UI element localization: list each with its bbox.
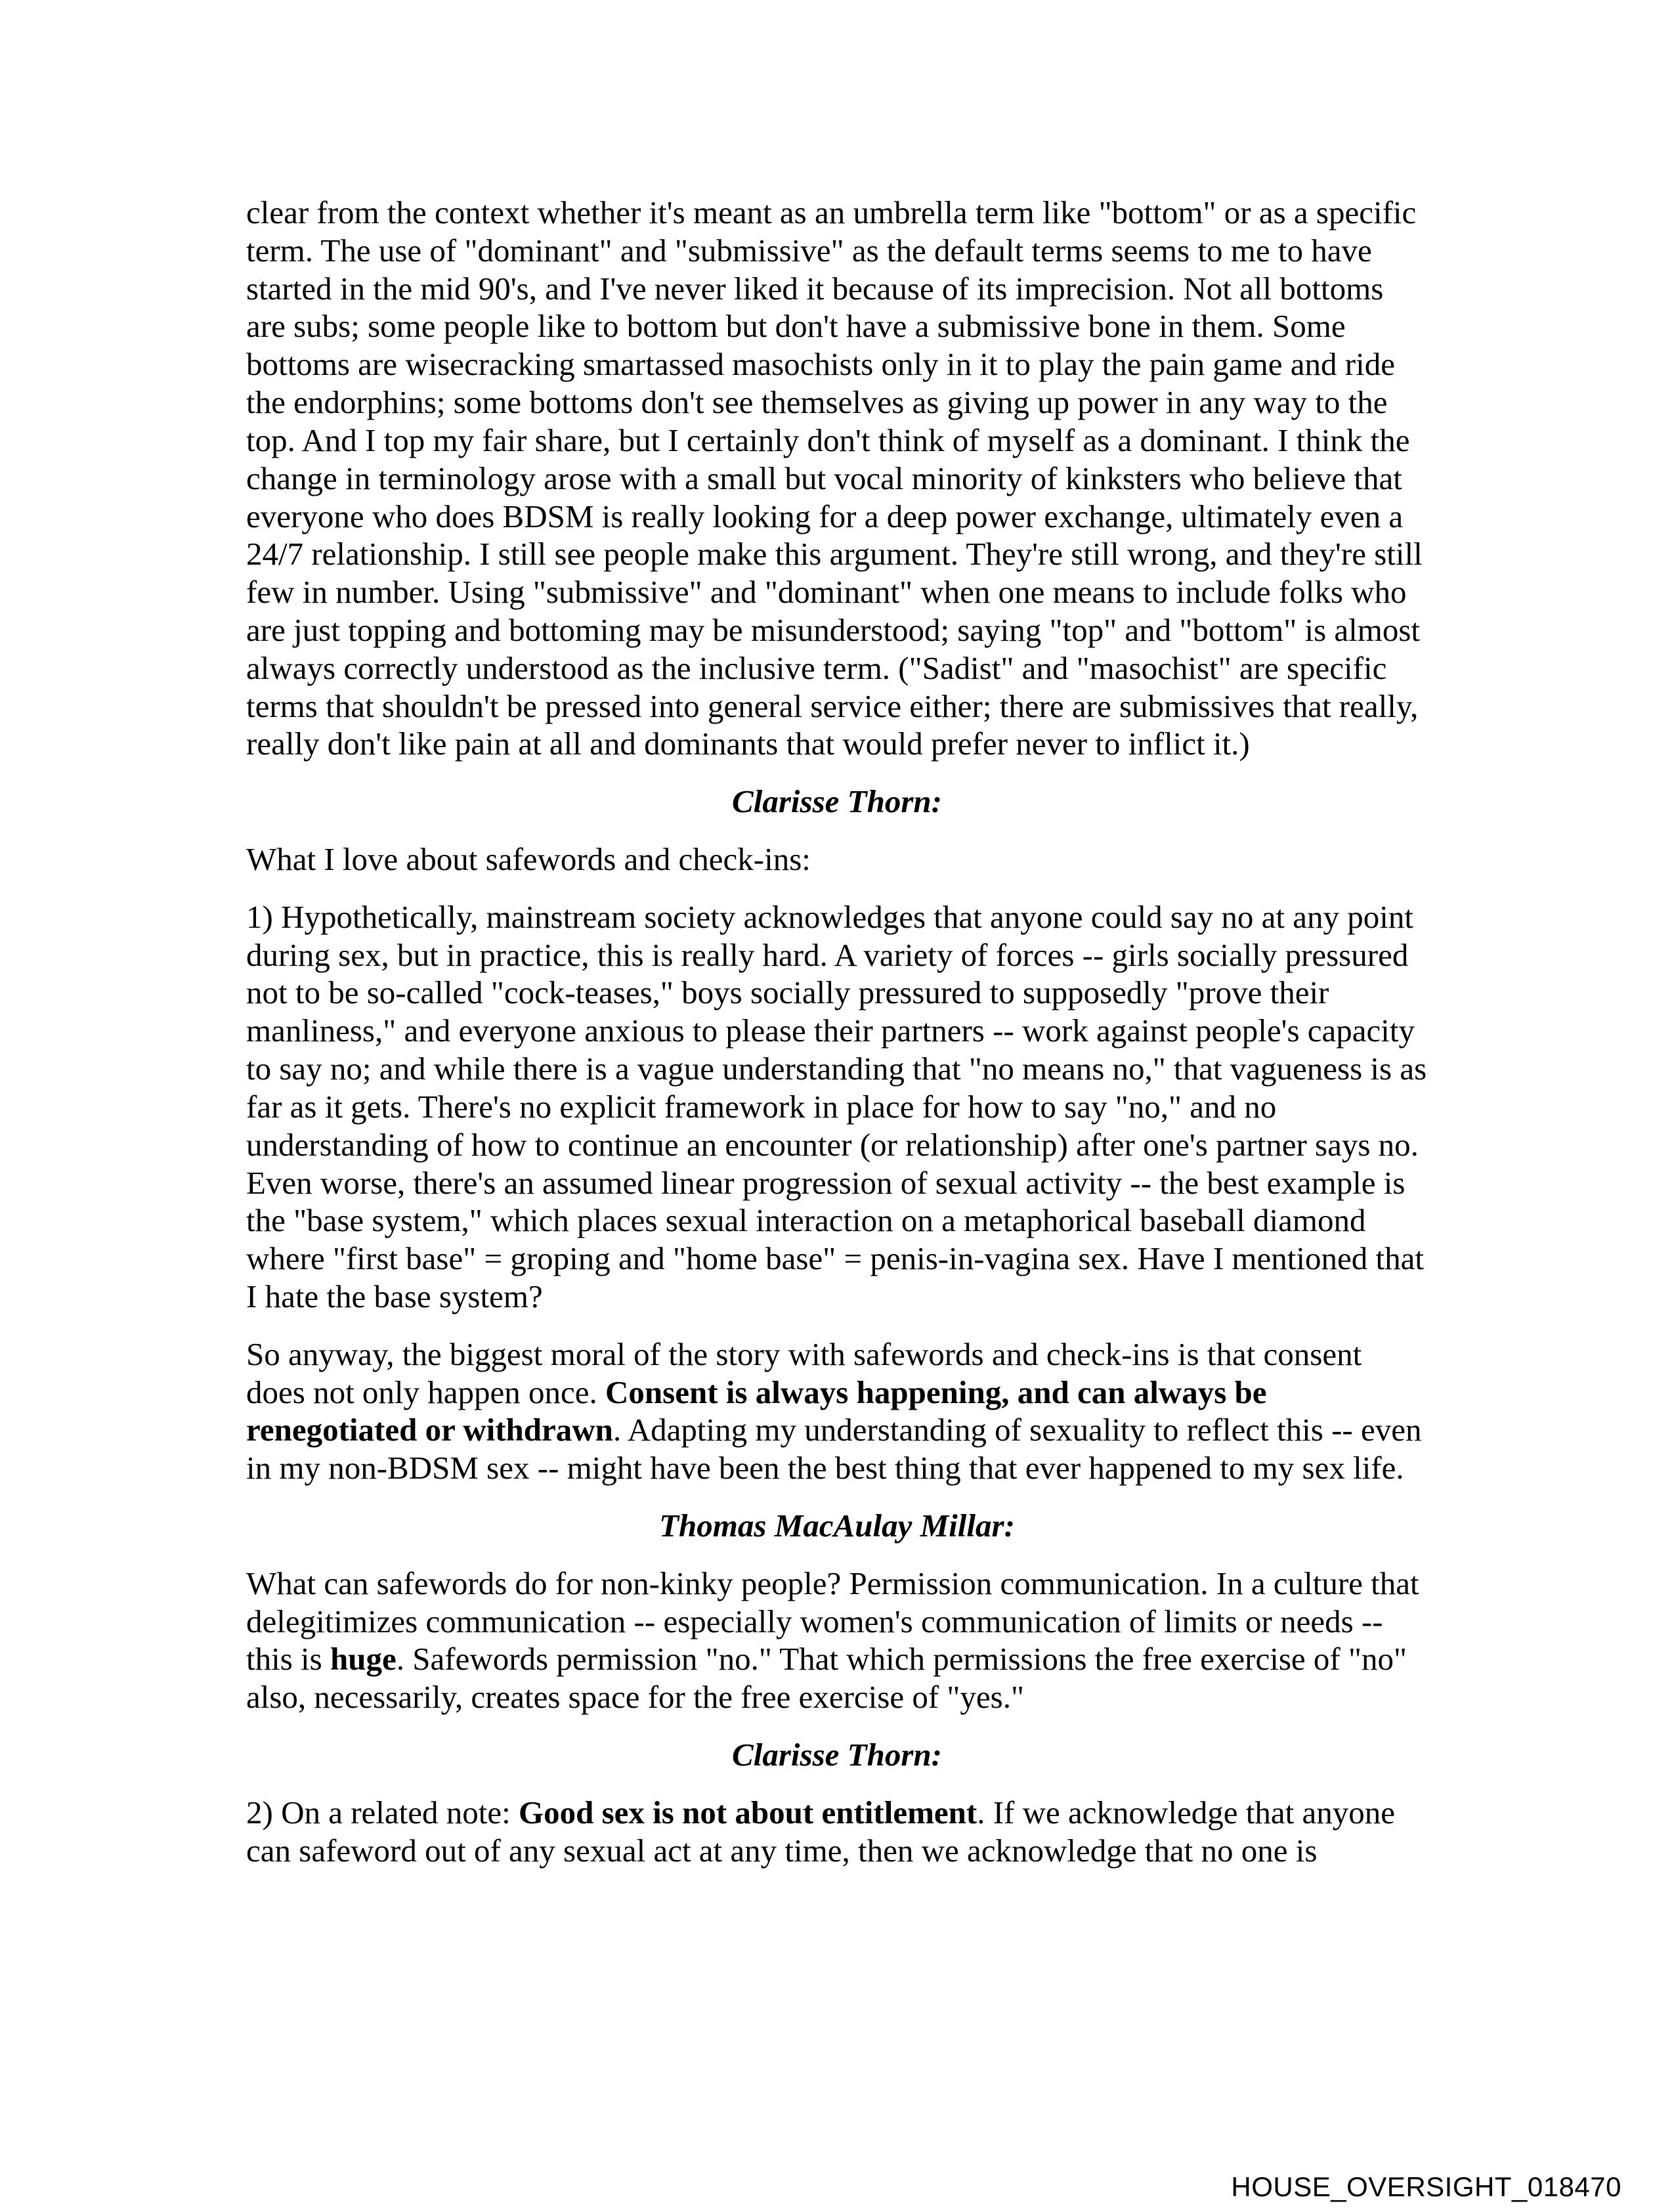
document-body [246,194,1428,1890]
paragraph-hypothetically: 1) Hypothetically, mainstream society acknowledges that anyone could say no at any point during sex, but in practice, this is really hard. A variety of forces -- girls socially pressured not to be so-called "cock-teases," boys socially pressured to supposedly "prove their manliness," and everyone anxious to please their partners -- work against people's capacity to say no; and while there is a vague understanding that "no means no," that vagueness is as far as it gets. There's no explicit framework in place for how to say "no," and no understanding of how to continue an encounter (or relationship) after one's partner says no. Even worse, there's an assumed linear progression of sexual activity -- the best example is the "base system," which places sexual interaction on a metaphorical baseball diamond where "first base" = groping and "home base" = penis-in-vagina sex. Have I mentioned that I hate the base system? [246,898,1427,1314]
paragraph-consent-moral [246,1335,1428,1487]
paragraph-love-intro: What I love about safewords and check-ins: [246,841,811,877]
paragraph-entitlement [246,1794,1428,1870]
text-segment: 2) On a related note: [246,1794,519,1831]
text-segment-bold: huge [330,1641,397,1678]
bates-number: HOUSE_OVERSIGHT_018470 [1231,2171,1621,2202]
speaker-heading-clarisse-thorn-1: Clarisse Thorn: [732,783,942,820]
text-segment: . Safewords permission "no." That which permissions the free exercise of "no" also, necessarily, creates space for the free exercise of "yes." [246,1641,1407,1716]
text-segment-bold: Good sex is not about entitlement [518,1794,977,1831]
speaker-heading-clarisse-thorn-2: Clarisse Thorn: [732,1737,942,1773]
text-segment-bold: Consent is always happening, and can always be renegotiated or withdrawn [246,1374,1267,1448]
paragraph-nonkinky [246,1565,1428,1716]
paragraph-terminology: clear from the context whether it's meant as an umbrella term like "bottom" or as a specific term. The use of "dominant" and "submissive" as the default terms seems to me to have started in the mid 90's, and I've never liked it because of its imprecision. Not all bottoms are subs; some people like to bottom but don't have a submissive bone in them. Some bottoms are wisecracking smartassed masochists only in it to play the pain game and ride the endorphins; some bottoms don't see themselves as giving up power in any way to the top. And I top my fair share, but I certainly don't think of myself as a dominant. I think the change in terminology arose with a small but vocal minority of kinksters who believe that everyone who does BDSM is really looking for a deep power exchange, ultimately even a 24/7 relationship. I still see people make this argument. They're still wrong, and they're still few in number. Using "submissive" and "dominant" when one means to include folks who are just topping and bottoming may be misunderstood; saying "top" and "bottom" is almost always correctly understood as the inclusive term. ("Sadist" and "masochist" are specific terms that shouldn't be pressed into general service either; there are submissives that really, really don't like pain at all and dominants that would prefer never to inflict it.) [246,194,1423,762]
text-segment: . Adapting my understanding of sexuality to reflect this -- even in my non-BDSM sex -- might have been the best thing that ever happened to my sex life. [246,1412,1422,1486]
text-segment: . If we acknowledge that anyone can safeword out of any sexual act at any time, then we acknowledge that no one is [246,1794,1395,1869]
speaker-heading-thomas-macaulay-millar: Thomas MacAulay Millar: [659,1507,1015,1544]
text-segment: What can safewords do for non-kinky people? Permission communication. In a culture that delegitimizes communication -- especially women's communication of limits or needs -- this is [246,1565,1419,1678]
text-segment: So anyway, the biggest moral of the story with safewords and check-ins is that consent does not only happen once. [246,1335,1362,1410]
